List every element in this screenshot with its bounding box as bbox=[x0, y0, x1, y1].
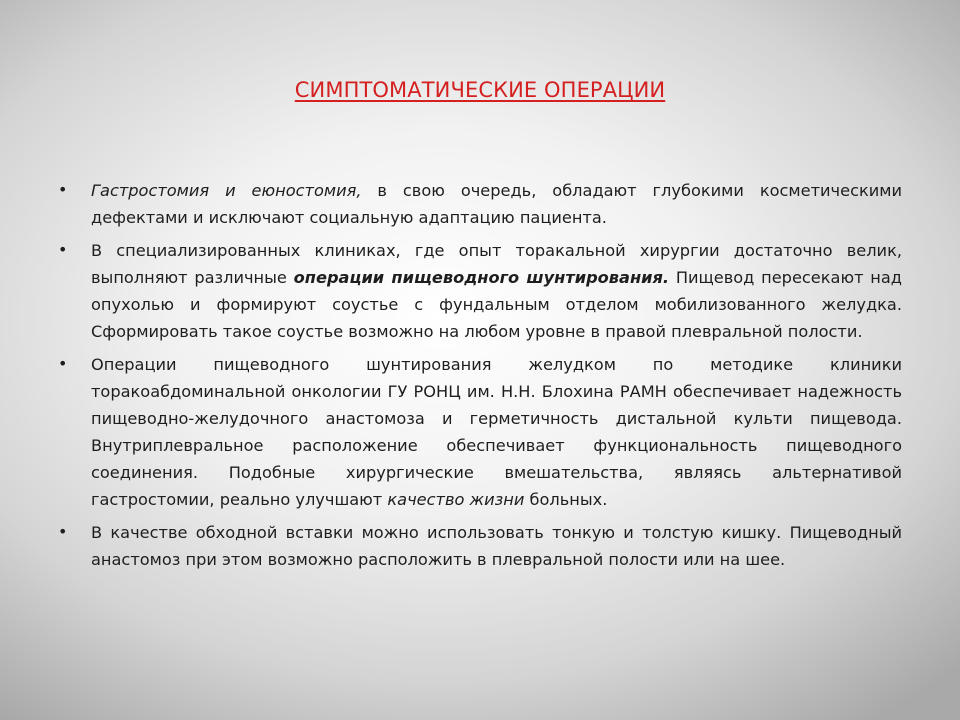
bullet-text-bold-italic: операции пищеводного шунтирования. bbox=[293, 268, 670, 287]
bullet-text-italic: качество жизни bbox=[387, 490, 525, 509]
bullet-text: Пищевод пересекают над опухолью и формируют соустье с фундальным отделом мобилизованного желудка. Сформировать такое соустье возможно на любом уровне в правой плевральной полости. bbox=[91, 268, 903, 341]
bullet-marker: • bbox=[58, 240, 68, 259]
bullet-text: В специализированных клиниках, где опыт торакальной хирургии достаточно велик, выполняют различные bbox=[91, 241, 902, 287]
bullet-text: больных. bbox=[524, 490, 608, 509]
bullet-marker: • bbox=[58, 354, 68, 373]
bullet-item bbox=[58, 519, 902, 573]
bullet-marker: • bbox=[58, 522, 68, 541]
bullet-text: В качестве обходной вставки можно использовать тонкую и толстую кишку. Пищеводный анастомоз при этом возможно расположить в плевральной полости или на шее. bbox=[91, 523, 902, 569]
bullet-item bbox=[58, 351, 902, 513]
bullet-item bbox=[58, 177, 902, 231]
bullet-marker: • bbox=[58, 180, 68, 199]
bullet-text: Операции пищеводного шунтирования желудком по методике клиники торакоабдоминальной онкологии ГУ РОНЦ им. Н.Н. Блохина РАМН обеспечивает надежность пищеводно-желудочного анастомоза и герметичность дистальной культи пищевода. Внутриплевральное расположение обеспечивает функциональность пищеводного соединения. Подобные хирургические вмешательства, являясь альтернативой гастростомии, реально улучшают bbox=[91, 355, 902, 509]
slide-title: СИМПТОМАТИЧЕСКИЕ ОПЕРАЦИИ bbox=[294, 78, 666, 102]
bullet-item bbox=[58, 237, 903, 345]
bullet-list bbox=[58, 177, 903, 579]
bullet-text-italic: Гастростомия и еюностомия, bbox=[91, 181, 362, 200]
bullet-text: в свою очередь, обладают глубокими косметическими дефектами и исключают социальную адаптацию пациента. bbox=[91, 181, 902, 227]
